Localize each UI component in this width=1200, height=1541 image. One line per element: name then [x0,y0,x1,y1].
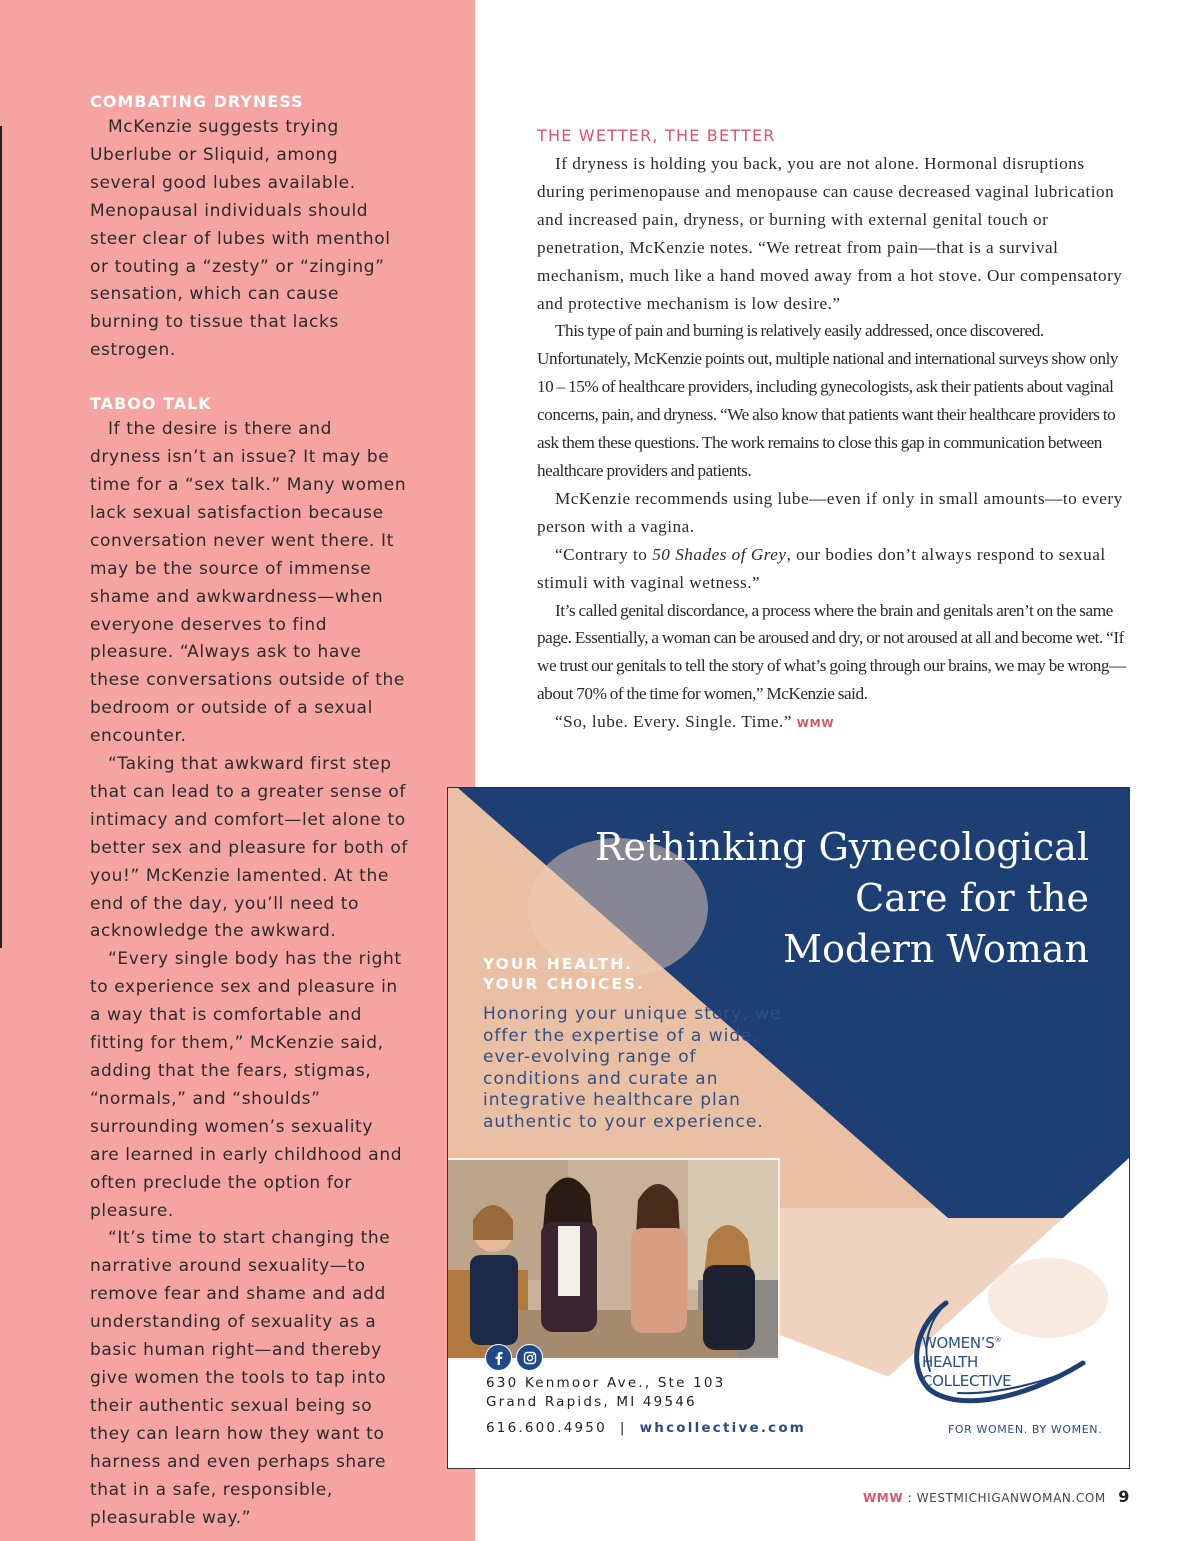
sidebar-paragraph: McKenzie suggests trying Uberlube or Sliquid, among several good lubes available. Menopausal individuals should steer clear of lubes with menthol or touting a “zesty” or “zinging” sensation, which can cause burning to tissue that lacks estrogen. [90,117,391,361]
sidebar-panel [0,0,475,1541]
logo-word: WOMEN’S [922,1334,995,1352]
article-paragraph: If dryness is holding you back, you are not alone. Hormonal disruptions during perimenopause and menopause can cause decreased vaginal lubrication and increased pain, dryness, or burning with external genital touch or penetration, McKenzie notes. “We retreat from pain—that is a survival mechanism, much like a hand moved away from a hot stove. Our compensatory and protective mechanism is low desire.” [537,154,1123,313]
ad-headline-line: Care for the [855,876,1089,920]
article-column [537,124,1137,738]
sidebar-rule [0,126,2,948]
ad-body-text: Honoring your unique story, we offer the expertise of a wide, ever-evolving range of conditions and curate an integrative healthcare plan authentic to your experience. [483,1004,782,1132]
sidebar-heading-combating-dryness: COMBATING DRYNESS [90,92,304,111]
logo-wordmark [922,1331,1052,1391]
instagram-icon[interactable] [516,1344,543,1371]
book-title: 50 Shades of Grey [652,544,787,564]
ad-contact [486,1420,806,1436]
page-footer [863,1487,1130,1506]
footer-site[interactable]: WESTMICHIGANWOMAN.COM [916,1491,1106,1505]
article-paragraph [537,541,1137,597]
page-number: 9 [1118,1487,1130,1506]
end-mark: WMW [796,717,835,731]
ad-headline-line: Modern Woman [783,927,1089,971]
ad-tagline-line: YOUR CHOICES. [483,975,646,993]
quote-text: “Contrary to [555,544,653,564]
contact-separator: | [619,1420,627,1436]
phone-number[interactable]: 616.600.4950 [486,1420,607,1436]
article-heading: THE WETTER, THE BETTER [537,126,776,145]
sidebar-heading-taboo-talk: TABOO TALK [90,394,212,414]
article-paragraph: This type of pain and burning is relatively easily addressed, once discovered. Unfortunately, McKenzie points out, multiple national and international surveys show only 10 – 15% of healthcare providers, including gynecologists, ask their patients about vaginal concerns, pain, and dryness. “We also know that patients want their healthcare providers to ask them these questions. The work remains to close this gap in communication between healthcare providers and patients. [537,321,1119,480]
article-paragraph: It’s called genital discordance, a process where the brain and genitals aren’t on the same page. Essentially, a woman can be aroused and dry, or not aroused at all and become wet. “If we trust our genitals to tell the story of what’s going through our brains, we may be wrong—about 70% of the time for women,” McKenzie said. [537,600,1126,704]
team-photo-illustration [448,1160,778,1358]
quote-text: , our bodies don’t always respond to sexual stimuli with vaginal wetness.” [537,544,1106,592]
logo-line: HEALTH [922,1353,978,1371]
sidebar-paragraph: “It’s time to start changing the narrative around sexuality—to remove fear and shame and add understanding of sexuality as a basic human right—and thereby give women the tools to tap into their authentic sexual being so they can learn how they want to harness and even perhaps share that in a safe, responsible, pleasurable way.” [90,1228,391,1528]
ad-address [486,1374,725,1412]
article-paragraph [537,708,1137,738]
footer-separator: : [907,1491,913,1505]
ad-headline-line: Rethinking Gynecological [594,825,1089,869]
article-paragraph: McKenzie recommends using lube—even if only in small amounts—to every person with a vagina. [537,488,1123,536]
team-photo [448,1158,780,1360]
logo-line: COLLECTIVE [922,1372,1012,1390]
facebook-icon[interactable] [485,1344,512,1371]
advertisement[interactable] [447,787,1130,1469]
sidebar-paragraph: If the desire is there and dryness isn’t an issue? It may be time for a “sex talk.” Many women lack sexual satisfaction because conversation never went there. It may be the source of immense shame and awkwardness—when everyone deserves to find pleasure. “Always ask to have these conversations outside of the bedroom or outside of a sexual encounter. [90,419,407,747]
ad-tagline [483,954,783,994]
logo-line [922,1331,1052,1353]
sidebar-paragraph: “Taking that awkward first step that can lead to a greater sense of intimacy and comfort—let alone to better sex and pleasure for both of you!” McKenzie lamented. At the end of the day, you’ll need to acknowledge the awkward. [90,754,409,942]
ad-headline [569,822,1089,975]
footer-brand: WMW [862,1491,904,1505]
registered-mark: ® [994,1336,1002,1344]
address-line: 630 Kenmoor Ave., Ste 103 [486,1375,726,1391]
sidebar-column [90,90,408,1532]
closing-quote: “So, lube. Every. Single. Time.” [555,712,792,732]
ad-slogan: FOR WOMEN. BY WOMEN. [948,1423,1103,1436]
website-link[interactable]: whcollective.com [639,1420,807,1436]
ad-tagline-line: YOUR HEALTH. [483,955,634,973]
address-line: Grand Rapids, MI 49546 [486,1394,697,1410]
social-links [485,1344,543,1371]
sidebar-paragraph: “Every single body has the right to experience sex and pleasure in a way that is comfortable and fitting for them,” McKenzie said, adding that the fears, stigmas, “normals,” and “shoulds” surrounding women’s sexuality are learned in early childhood and often preclude the option for pleasure. [90,949,403,1221]
